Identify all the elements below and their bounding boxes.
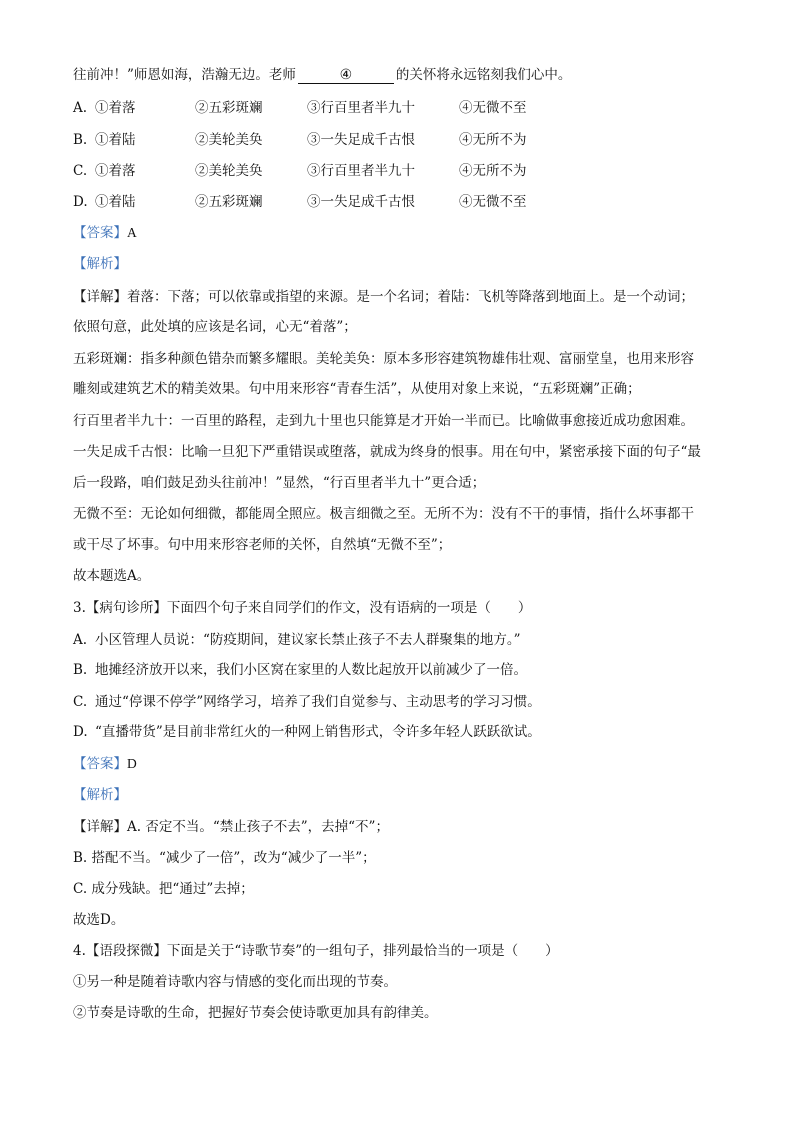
answer-tag: 【答案】 (73, 225, 127, 241)
option-item-4: ④无所不为 (459, 132, 527, 148)
option-item-1: ①着落 (95, 163, 136, 179)
q2-explanation-line: 后一段路，咱们鼓足劲头往前冲！”显然，“行百里者半九十”更合适； (73, 475, 486, 491)
q2-analysis-tag-line (73, 255, 723, 273)
q4-sentence: ②节奏是诗歌的生命，把握好节奏会使诗歌更加具有韵律美。 (73, 1005, 438, 1021)
q3-option-c (73, 693, 723, 711)
q4-sentence: ①另一种是随着诗歌内容与情感的变化而出现的节奏。 (73, 974, 397, 990)
answer-value: A (127, 225, 137, 240)
q2-explanation-line: 五彩斑斓：指多种颜色错杂而繁多耀眼。美轮美奂：原本多形容建筑物雄伟壮观、富丽堂皇，也用来形容 (73, 351, 694, 367)
option-item-4: ④无所不为 (459, 163, 527, 179)
option-item-1: ①着落 (95, 100, 136, 116)
option-text: “直播带货”是目前非常红火的一种网上销售形式，令许多年轻人跃跃欲试。 (95, 724, 541, 740)
option-label: B. (73, 662, 88, 678)
q2-explanation-line: 雕刻或建筑艺术的精美效果。句中用来形容“青春生活”，从使用对象上来说，“五彩斑斓”正确； (73, 381, 641, 397)
option-item-2: ②美轮美奂 (195, 163, 263, 179)
analysis-tag: 【解析】 (73, 787, 127, 803)
answer-value: D (127, 756, 137, 771)
option-label: C. (73, 694, 88, 710)
q3-stem: 3.【病句诊所】下面四个句子来自同学们的作文，没有语病的一项是（ ） (73, 600, 532, 616)
option-item-1: ①着陆 (95, 194, 136, 210)
q2-answer-line (73, 224, 723, 242)
q2-explanation-line: 或干尽了坏事。句中用来形容老师的关怀，自然填“无微不至”； (73, 537, 452, 553)
option-label: A. (73, 100, 88, 116)
option-item-4: ④无微不至 (459, 100, 527, 116)
q2-conclusion-line: 故本题选A。 (73, 568, 151, 584)
q3-explanation-line: 【详解】A. 否定不当。“禁止孩子不去”，去掉“不”； (73, 819, 389, 835)
q2-explanation-line: 行百里者半九十：一百里的路程，走到九十里也只能算是才开始一半而已。比喻做事愈接近成功愈困难。 (73, 413, 694, 429)
q2-option-c (73, 162, 723, 180)
q3-conclusion-line: 故选D。 (73, 912, 125, 928)
q3-answer-line (73, 755, 723, 773)
q2-continuation-line (73, 66, 723, 84)
option-text: 通过“停课不停学”网络学习，培养了我们自觉参与、主动思考的学习习惯。 (95, 694, 541, 710)
option-item-2: ②五彩斑斓 (195, 194, 263, 210)
q2-explanation-line: 一失足成千古恨：比喻一旦犯下严重错误或堕落，就成为终身的恨事。用在句中，紧密承接下面的句子“最 (73, 444, 701, 460)
q2-option-b (73, 131, 723, 149)
q3-analysis-tag-line (73, 786, 723, 804)
q3-option-d (73, 723, 723, 741)
q2-line-end: 的关怀将永远铭刻我们心中。 (395, 67, 572, 83)
option-item-3: ③一失足成千古恨 (307, 194, 415, 210)
answer-tag: 【答案】 (73, 756, 127, 772)
analysis-tag: 【解析】 (73, 256, 127, 272)
option-label: B. (73, 132, 88, 148)
option-item-2: ②五彩斑斓 (195, 100, 263, 116)
option-text: 地摊经济放开以来，我们小区窝在家里的人数比起放开以前减少了一倍。 (95, 662, 527, 678)
q2-option-a (73, 99, 723, 117)
option-item-4: ④无微不至 (459, 194, 527, 210)
blank-4: ④ (298, 67, 394, 84)
q3-explanation-line: B. 搭配不当。“减少了一倍”，改为“减少了一半”； (73, 850, 376, 866)
q2-line-start: 往前冲！”师恩如海，浩瀚无边。老师 (73, 67, 296, 83)
option-text: 小区管理人员说：“防疫期间，建议家长禁止孩子不去人群聚集的地方。” (95, 632, 521, 648)
q3-option-a (73, 631, 723, 649)
option-item-3: ③行百里者半九十 (307, 163, 415, 179)
q3-explanation-line: C. 成分残缺。把“通过”去掉； (73, 881, 254, 897)
q2-explanation-line: 【详解】着落：下落；可以依靠或指望的来源。是一个名词；着陆：飞机等降落到地面上。是一个动词； (73, 289, 694, 305)
q2-explanation-line: 依照句意，此处填的应该是名词，心无“着落”； (73, 319, 357, 335)
q2-explanation-line: 无微不至：无论如何细微，都能周全照应。极言细微之至。无所不为：没有不干的事情，指什么坏事都干 (73, 506, 694, 522)
q4-stem: 4.【语段探微】下面是关于“诗歌节奏”的一组句子，排列最恰当的一项是（ ） (73, 943, 559, 959)
option-item-3: ③一失足成千古恨 (307, 132, 415, 148)
option-label: C. (73, 163, 88, 179)
option-item-2: ②美轮美奂 (195, 132, 263, 148)
option-label: A. (73, 632, 88, 648)
option-label: D. (73, 724, 88, 740)
q2-option-d (73, 193, 723, 211)
option-item-1: ①着陆 (95, 132, 136, 148)
option-label: D. (73, 194, 88, 210)
q3-option-b (73, 661, 723, 679)
option-item-3: ③行百里者半九十 (307, 100, 415, 116)
